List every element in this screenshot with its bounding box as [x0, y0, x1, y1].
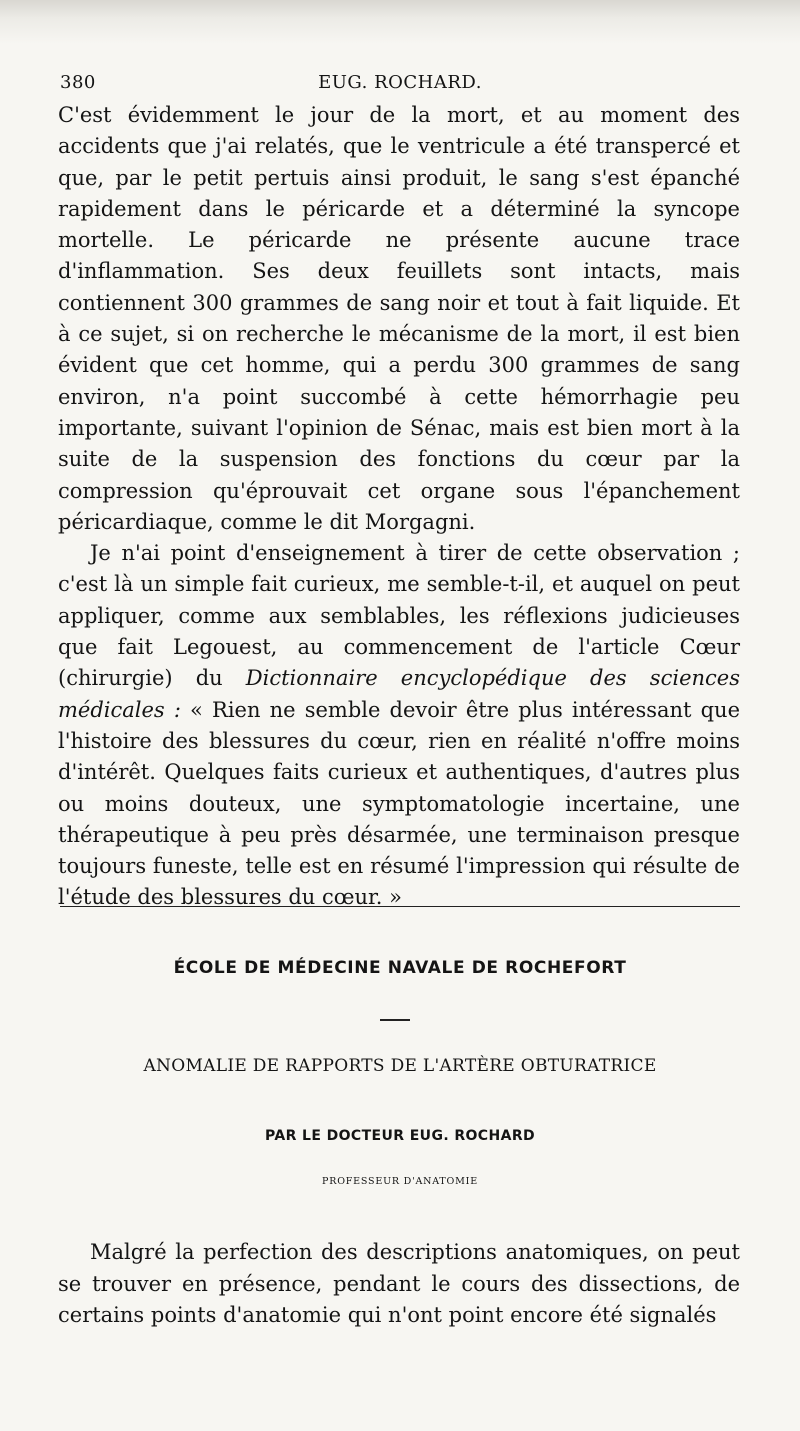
dictionary-title: Dictionnaire encyclopédique des sciences médicales :	[58, 666, 740, 722]
paragraph-2-quote: « Rien ne semble devoir être plus intéressant que l'histoire des blessures du cœur, rien en réalité n'offre moins d'intérêt. Quelques faits curieux et authentiques, d'autres plus ou moins douteux, une symptomatologie incertaine, une thérapeutique à peu près désarmée, une terminaison presque toujours funeste, telle est en résumé l'impression qui résulte de l'étude des blessures du cœur. »	[58, 697, 741, 910]
paragraph-1: C'est évidemment le jour de la mort, et au moment des accidents que j'ai relatés, que le ventricule a été transpercé et que, par le petit pertuis ainsi produit, le sang s'est épanché rapidement dans le péricarde et a déterminé la syncope mortelle. Le péricarde ne présente aucune trace d'inflammation. Ses deux feuillets sont intacts, mais contiennent 300 grammes de sang noir et tout à fait liquide. Et à ce sujet, si on recherche le mécanisme de la mort, il est bien évident que cet homme, qui a perdu 300 grammes de sang environ, n'a point succombé à cette hémorrhagie peu importante, suivant l'opinion de Sénac, mais est bien mort à la suite de la suspension des fonctions du cœur par la compression qu'éprouvait cet organe sous l'épanchement péricardiaque, comme le dit Morgagni.	[58, 103, 740, 534]
section-divider	[60, 906, 740, 907]
author-line: PAR LE DOCTEUR EUG. ROCHARD	[264, 1128, 536, 1144]
author-role: PROFESSEUR D'ANATOMIE	[322, 1176, 478, 1187]
school-heading: ÉCOLE DE MÉDECINE NAVALE DE ROCHEFORT	[173, 958, 627, 978]
page-header	[60, 72, 740, 98]
page-number: 380	[60, 72, 96, 93]
paragraph-2-text-a: Je n'ai point d'enseignement à tirer de cette observation ; c'est là un simple fait curieux, me semble-t-il, et auquel on peut appliquer, comme aux semblables, les réflexions judicieuses que fait Legouest, au commencement de l'article Cœur (chirurgie) du	[58, 541, 740, 691]
running-head: EUG. ROCHARD.	[318, 72, 482, 93]
body-text	[58, 100, 740, 914]
intro-paragraph: Malgré la perfection des descriptions anatomiques, on peut se trouver en présence, pendant le cours des dissections, de certains points d'anatomie qui n'ont point encore été signalés	[58, 1240, 740, 1327]
short-divider	[380, 1019, 410, 1021]
article-title: ANOMALIE DE RAPPORTS DE L'ARTÈRE OBTURATRICE	[143, 1056, 657, 1076]
intro-text	[58, 1237, 740, 1332]
paragraph-2	[58, 538, 740, 914]
